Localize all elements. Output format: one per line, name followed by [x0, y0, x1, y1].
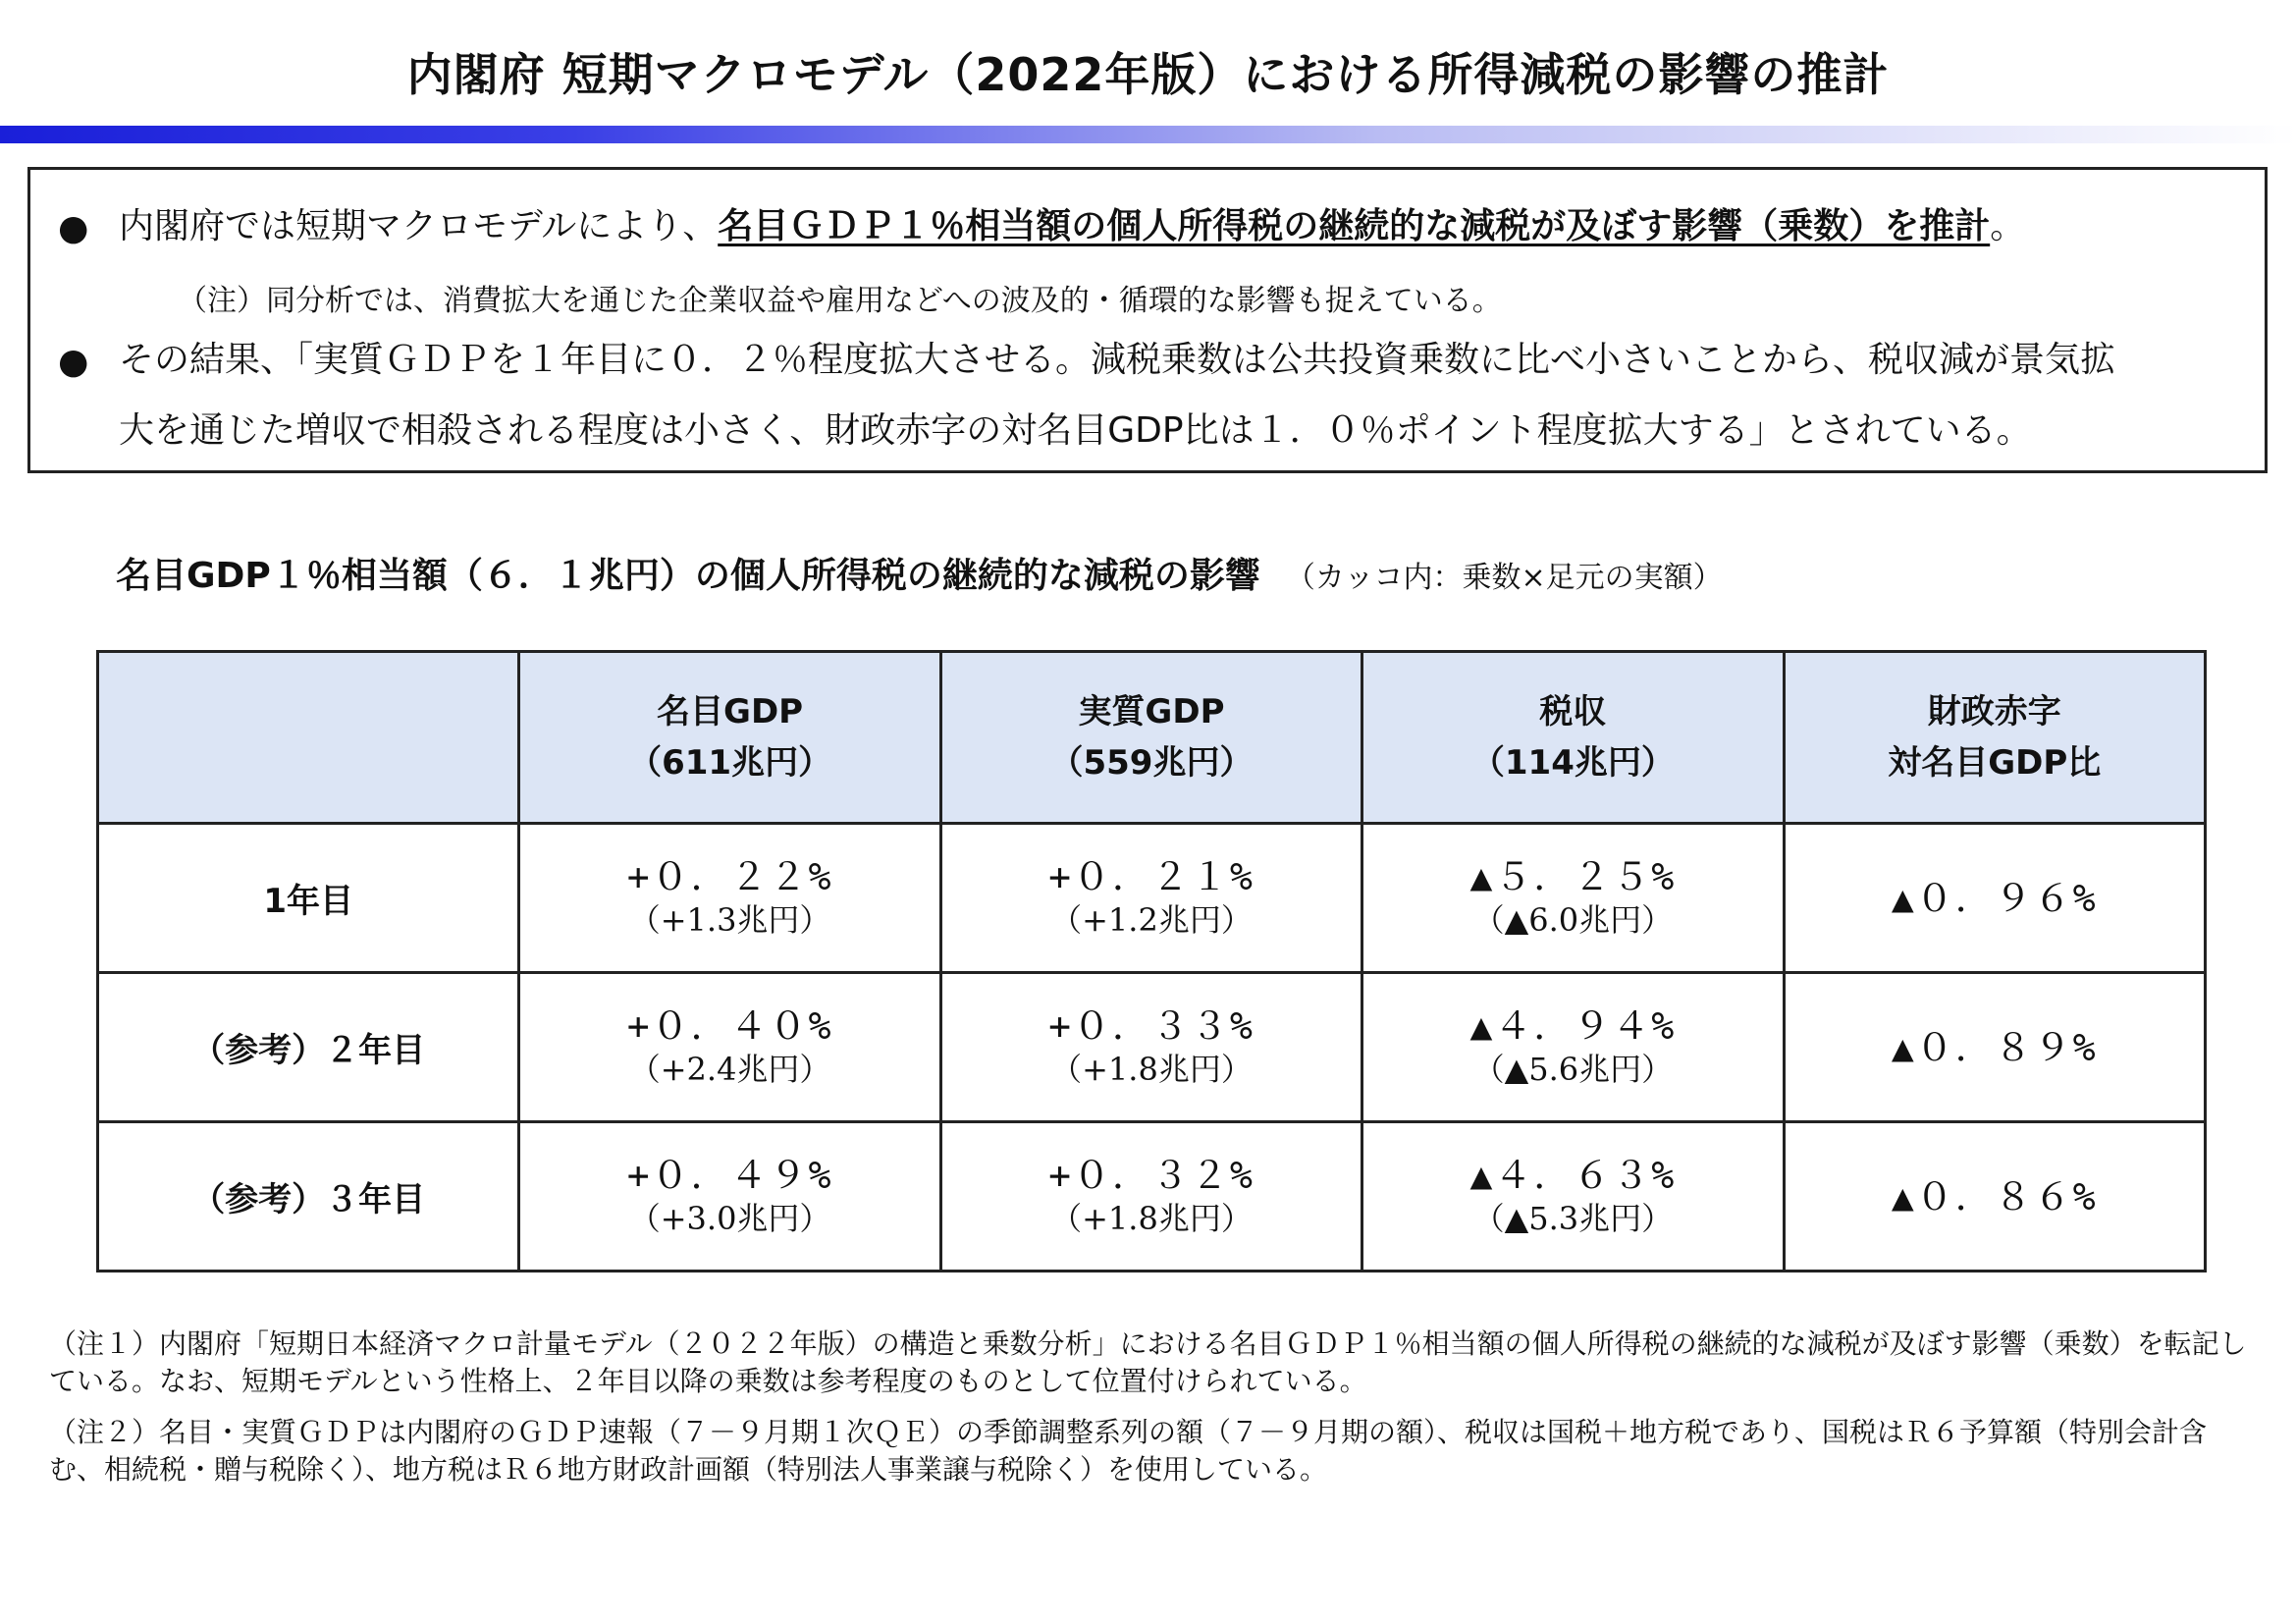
footnote-1: （注１）内閣府「短期日本経済マクロ計量モデル（２０２２年版）の構造と乗数分析」における名目ＧＤＰ１％相当額の個人所得税の継続的な減税が及ぼす影響（乗数）を転記している。なお、短期モデルという性格上、２年目以降の乗数は参考程度のものとして位置付けられている。 [49, 1327, 2247, 1397]
cell-amount: （+2.4兆円） [628, 1050, 831, 1088]
summary-note: （注）同分析では、消費拡大を通じた企業収益や雇用などへの波及的・循環的な影響も捉えている。 [178, 284, 1502, 318]
cell-pct: ▲０．８９% [1891, 1025, 2098, 1069]
cell-real-gdp [940, 1122, 1362, 1272]
header-nominal-gdp-title: 名目GDP [657, 692, 804, 731]
row-label: （参考）３年目 [98, 1122, 519, 1272]
header-real-gdp [940, 652, 1362, 824]
cell-real-gdp [940, 824, 1362, 973]
cell-nominal-gdp [519, 824, 940, 973]
row-label: （参考）２年目 [98, 973, 519, 1122]
cell-amount: （▲5.6兆円） [1472, 1050, 1674, 1088]
summary-bullet-2-line-1: その結果、「実質ＧＤＰを１年目に０．２％程度拡大させる。減税乗数は公共投資乗数に比べ小さいことから、税収減が景気拡 [119, 340, 2116, 380]
cell-amount: （+1.8兆円） [1050, 1050, 1253, 1088]
title-underline-bar [0, 126, 2296, 143]
page-title: 内閣府 短期マクロモデル（2022年版）における所得減税の影響の推計 [406, 48, 1890, 101]
header-fiscal-deficit-ratio: 対名目GDP比 [1888, 743, 2102, 783]
cell-pct: +０．４９% [626, 1153, 833, 1197]
cell-tax-revenue [1362, 973, 1784, 1122]
cell-fiscal-deficit [1784, 973, 2205, 1122]
cell-amount: （+1.2兆円） [1050, 900, 1253, 939]
cell-tax-revenue [1362, 1122, 1784, 1272]
cell-pct: ▲０．９６% [1891, 876, 2098, 920]
cell-real-gdp [940, 973, 1362, 1122]
header-empty [98, 652, 519, 824]
table-row [98, 1122, 2206, 1272]
header-real-gdp-title: 実質GDP [1078, 692, 1225, 731]
summary-bullet-1-post: 。 [1990, 206, 2026, 246]
footnote-2: （注２）名目・実質ＧＤＰは内閣府のＧＤＰ速報（７－９月期１次ＱＥ）の季節調整系列の額（７－９月期の額）、税収は国税＋地方税であり、国税はＲ６予算額（特別会計含む、相続税・贈与税除く）、地方税はＲ６地方財政計画額（特別法人事業譲与税除く）を使用している。 [49, 1416, 2208, 1486]
summary-bullet-1 [119, 189, 2025, 264]
cell-pct: ▲０．８６% [1891, 1174, 2098, 1218]
header-fiscal-deficit-title: 財政赤字 [1927, 692, 2061, 731]
cell-amount: （▲5.3兆円） [1472, 1199, 1674, 1237]
cell-pct: +０．４０% [626, 1003, 833, 1048]
cell-pct: +０．２１% [1048, 854, 1255, 898]
cell-amount: （▲6.0兆円） [1472, 900, 1674, 939]
summary-bullet-2-line-2: 大を通じた増収で相殺される程度は小さく、財政赤字の対名目GDP比は１．０％ポイント程度拡大する」とされている。 [119, 410, 2032, 451]
header-tax-revenue [1362, 652, 1784, 824]
cell-fiscal-deficit [1784, 824, 2205, 973]
header-fiscal-deficit [1784, 652, 2205, 824]
header-tax-revenue-title: 税収 [1539, 692, 1607, 731]
table-row [98, 824, 2206, 973]
table-heading-sub: （カッコ内：乗数×足元の実額） [1285, 561, 1723, 595]
cell-fiscal-deficit [1784, 1122, 2205, 1272]
cell-pct: ▲５．２５% [1469, 854, 1677, 898]
summary-bullet-1-pre: 内閣府では短期マクロモデルにより、 [119, 206, 719, 246]
header-nominal-gdp-amount: （611兆円） [628, 743, 832, 783]
table-heading-main: 名目GDP１％相当額（６．１兆円）の個人所得税の継続的な減税の影響 [116, 556, 1260, 596]
cell-pct: +０．３３% [1048, 1003, 1255, 1048]
header-tax-revenue-amount: （114兆円） [1470, 743, 1675, 783]
row-label: 1年目 [98, 824, 519, 973]
cell-amount: （+1.3兆円） [628, 900, 831, 939]
table-header-row [98, 652, 2206, 824]
table-heading [116, 548, 1723, 598]
cell-nominal-gdp [519, 973, 940, 1122]
impact-table [96, 650, 2207, 1272]
bullet-icon: ● [58, 208, 89, 248]
bullet-icon: ● [58, 342, 89, 382]
cell-pct: ▲４．６３% [1469, 1153, 1677, 1197]
summary-box [27, 167, 2268, 473]
cell-amount: （+1.8兆円） [1050, 1199, 1253, 1237]
header-real-gdp-amount: （559兆円） [1049, 743, 1254, 783]
cell-tax-revenue [1362, 824, 1784, 973]
cell-nominal-gdp [519, 1122, 940, 1272]
cell-amount: （+3.0兆円） [628, 1199, 831, 1237]
cell-pct: +０．２２% [626, 854, 833, 898]
cell-pct: ▲４．９４% [1469, 1003, 1677, 1048]
table-row [98, 973, 2206, 1122]
cell-pct: +０．３２% [1048, 1153, 1255, 1197]
summary-bullet-1-emphasis: 名目ＧＤＰ１％相当額の個人所得税の継続的な減税が及ぼす影響（乗数）を推計 [718, 206, 1991, 246]
header-nominal-gdp [519, 652, 940, 824]
